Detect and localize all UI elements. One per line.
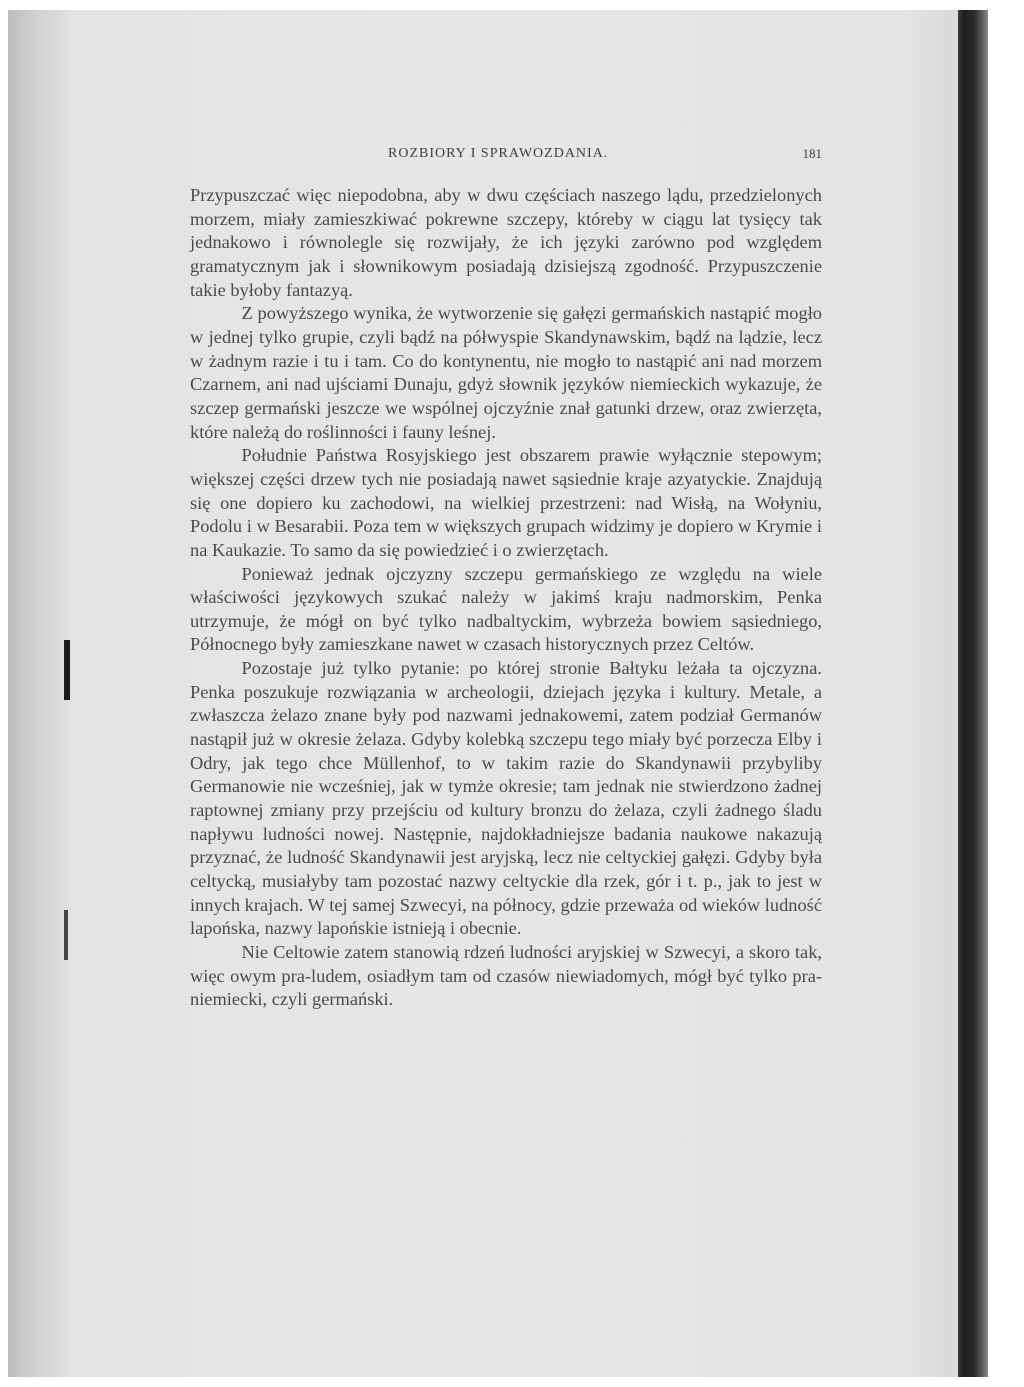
binding-mark	[64, 640, 70, 700]
paragraph: Pozostaje już tylko pytanie: po której stronie Bałtyku leżała ta ojczyzna. Penka poszukuje rozwiązania w archeologii, dziejach języka i kultury. Metale, a zwłaszcza żelazo znane były pod nazwami jednakowemi, zatem podział Germanów nastąpił już w okresie żelaza. Gdyby kolebką szczepu tego miały być porzecza Elby i Odry, jak tego chce Müllenhof, to w takim razie do Skandynawii przybyliby Germanowie nie wcześniej, jak w tymże okresie; tam jednak nie stwierdzono żadnej raptownej zmiany przy przejściu od kultury bronzu do żelaza, czyli żadnego śladu napływu ludności nowej. Następnie, najdokładniejsze badania naukowe nakazują przyznać, że ludność Skandynawii jest aryjską, lecz nie celtyckiej gałęzi. Gdyby była celtycką, musiałyby tam pozostać nazwy celtyckie dla rzek, gór i t. p., jak to jest w innych krajach. W tej samej Szwecyi, na północy, gdzie przeważa od wieków ludność lapońska, nazwy lapońskie istnieją i obecnie.	[190, 658, 822, 939]
running-header	[190, 146, 822, 166]
binding-mark	[64, 910, 68, 960]
paragraph: Przypuszczać więc niepodobna, aby w dwu częściach naszego lądu, przedzielonych morzem, miały zamieszkiwać pokrewne szczepy, któreby w ciągu lat tysięcy tak jednakowo i równolegle się rozwijały, że ich języki zarówno pod względem gramatycznym jak i słownikowym posiadają dzisiejszą zgodność. Przypuszczenie takie byłoby fantazyą.	[190, 185, 822, 300]
page-margin	[988, 10, 1012, 1377]
paragraph: Ponieważ jednak ojczyzny szczepu germańskiego ze względu na wiele właściwości językowych szukać należy w jakimś kraju nadmorskim, Penka utrzymuje, że mógł on być tylko nadbaltyckim, wybrzeża bowiem sąsiedniego, Północnego były zamieszkane nawet w czasach historycznych przez Celtów.	[190, 563, 822, 655]
paragraph: Południe Państwa Rosyjskiego jest obszarem prawie wyłącznie stepowym; większej części drzew tych nie posiadają nawet sąsiednie kraje azyatyckie. Znajdują się one dopiero ku zachodowi, na wielkiej przestrzeni: nad Wisłą, na Wołyniu, Podolu i w Besarabii. Poza tem w większych grupach widzimy je dopiero w Krymie i na Kaukazie. To samo da się powiedzieć i o zwierzętach.	[190, 445, 822, 560]
page-number: 181	[802, 146, 822, 161]
paragraph: Z powyższego wynika, że wytworzenie się gałęzi germańskich nastąpić mogło w jednej tylko grupie, czyli bądź na półwyspie Skandynawskim, bądź na lądzie, lecz w żadnym razie i tu i tam. Co do kontynentu, nie mogło to nastąpić ani nad morzem Czarnem, ani nad ujściami Dunaju, gdyż słownik języków niemieckich wykazuje, że szczep germański jeszcze we wspólnej ojczyźnie znał gatunki drzew, oraz zwierzęta, które należą do roślinności i fauny leśnej.	[190, 303, 822, 442]
body-text	[190, 184, 822, 1012]
page-edge	[958, 10, 988, 1377]
running-title: ROZBIORY I SPRAWOZDANIA.	[388, 146, 609, 161]
paragraph: Nie Celtowie zatem stanowią rdzeń ludności aryjskiej w Szwecyi, a skoro tak, więc owym pra-ludem, osiadłym tam od czasów niewiadomych, mógł być tylko pra-niemiecki, czyli germański.	[190, 942, 822, 1010]
